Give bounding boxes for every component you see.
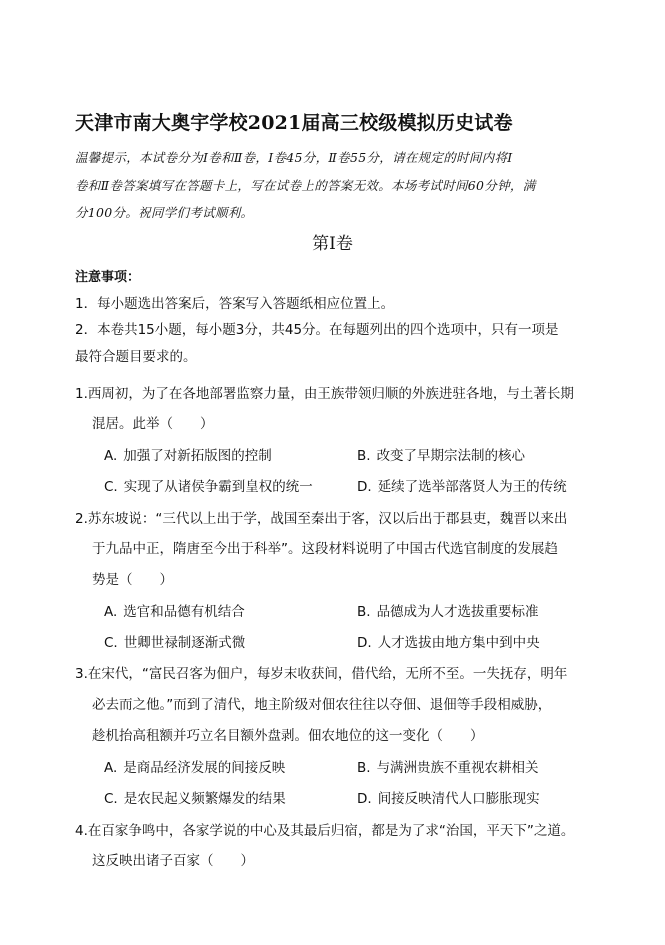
question-3-text: 3.在宋代，“富民召客为佃户，每岁末收获间，借代给，无所不至。一失抚存，明年 — [75, 666, 568, 682]
option-text: 人才选拔由地方集中到中央 — [377, 635, 540, 651]
note-item: 最符合题目要求的。 — [75, 349, 197, 365]
question-2-option-d[interactable] — [357, 631, 540, 651]
question-4-text: 4.在百家争鸣中，各家学说的中心及其最后归宿，都是为了求“治国，平天下”之道。 — [75, 823, 575, 839]
option-letter: A. — [104, 604, 118, 620]
option-letter: D. — [357, 791, 372, 807]
option-text: 加强了对新拓版图的控制 — [123, 448, 272, 464]
question-3-text: 必去而之他。”而到了清代，地主阶级对佃农往往以夺佃、退佃等手段相威胁， — [92, 697, 552, 713]
prompt-line: 温馨提示，本试卷分为Ⅰ卷和Ⅱ卷，Ⅰ卷45分，Ⅱ卷55分，请在规定的时间内将Ⅰ — [75, 150, 513, 165]
option-letter: A. — [104, 760, 118, 776]
option-letter: A. — [104, 448, 118, 464]
note-item: 2．本卷共15小题，每小题3分，共45分。在每题列出的四个选项中，只有一项是 — [75, 322, 559, 338]
option-letter: C. — [104, 479, 118, 495]
prompt-line: 分100分。祝同学们考试顺利。 — [75, 205, 254, 220]
question-3-option-a[interactable] — [104, 756, 285, 776]
question-1-option-c[interactable] — [104, 475, 313, 495]
prompt-line: 卷和Ⅱ卷答案填写在答题卡上，写在试卷上的答案无效。本场考试时间60分钟，满 — [75, 178, 536, 193]
question-3-option-d[interactable] — [357, 787, 540, 807]
question-3-option-b[interactable] — [357, 756, 539, 776]
question-4-text: 这反映出诸子百家（ ） — [92, 853, 254, 869]
option-letter: C. — [104, 635, 118, 651]
option-text: 实现了从诸侯争霸到皇权的统一 — [123, 479, 313, 495]
option-text: 间接反映清代人口膨胀现实 — [377, 791, 540, 807]
option-letter: D. — [357, 635, 372, 651]
question-2-option-a[interactable] — [104, 600, 245, 620]
question-2-option-c[interactable] — [104, 631, 245, 651]
option-letter: C. — [104, 791, 118, 807]
option-letter: B. — [357, 448, 371, 464]
option-text: 是农民起义频繁爆发的结果 — [123, 791, 286, 807]
question-1-option-a[interactable] — [104, 444, 272, 464]
option-letter: B. — [357, 604, 371, 620]
option-text: 与满洲贵族不重视农耕相关 — [376, 760, 539, 776]
section-heading: 第Ⅰ卷 — [312, 234, 353, 254]
question-3-option-c[interactable] — [104, 787, 286, 807]
question-1-option-d[interactable] — [357, 475, 567, 495]
option-text: 世卿世禄制逐渐式微 — [123, 635, 246, 651]
question-1-text: 混居。此举（ ） — [92, 416, 214, 432]
question-1-option-b[interactable] — [357, 444, 525, 464]
option-text: 选官和品德有机结合 — [123, 604, 245, 620]
question-1-text: 1.西周初，为了在各地部署监察力量，由王族带领归顺的外族进驻各地，与土著长期 — [75, 386, 574, 402]
option-text: 品德成为人才选拔重要标准 — [376, 604, 539, 620]
question-2-text: 势是（ ） — [92, 572, 173, 588]
question-2-text: 于九品中正，隋唐至今出于科举”。这段材料说明了中国古代选官制度的发展趋 — [92, 541, 558, 557]
option-letter: B. — [357, 760, 371, 776]
notes-heading: 注意事项： — [75, 270, 141, 285]
exam-title: 天津市南大奥宇学校2021届高三校级模拟历史试卷 — [75, 112, 513, 134]
question-2-text: 2.苏东坡说：“三代以上出于学，战国至秦出于客，汉以后出于郡县吏，魏晋以来出 — [75, 511, 568, 527]
question-2-option-b[interactable] — [357, 600, 539, 620]
option-text: 是商品经济发展的间接反映 — [123, 760, 286, 776]
option-text: 延续了选举部落贤人为王的传统 — [377, 479, 567, 495]
option-letter: D. — [357, 479, 372, 495]
question-3-text: 趁机抬高租额并巧立名目额外盘剥。佃农地位的这一变化（ ） — [92, 728, 484, 744]
note-item: 1．每小题选出答案后，答案写入答题纸相应位置上。 — [75, 296, 395, 312]
option-text: 改变了早期宗法制的核心 — [376, 448, 526, 464]
